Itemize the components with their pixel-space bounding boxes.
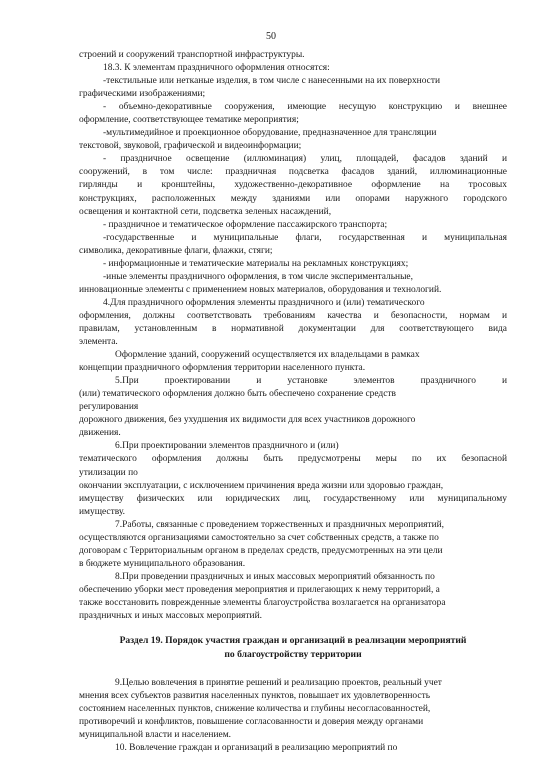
text-line: ‑текстильные или нетканые изделия, в том числе с нанесенными на их поверхности [103, 76, 441, 87]
text-line: праздничных и иных массовых мероприятий. [79, 611, 262, 622]
text-line: ‑мультимедийное и проекционное оборудование, предназначенное для трансляции [103, 128, 437, 139]
text-line: (или) тематического оформления должно быть обеспечено сохранение средств [79, 389, 396, 400]
text-line: дорожного движения, без ухудшения их видимости для всех участников дорожного [79, 415, 416, 426]
document-body [79, 49, 507, 755]
text-line: строений и сооружений транспортной инфраструктуры. [79, 50, 305, 60]
page-number: 50 [266, 31, 276, 42]
text-line: ‑государственные и муниципальные флаги, государственная и муниципальная [103, 232, 507, 243]
text-line: имуществу физических или юридических лиц, государственному или муниципальному [79, 493, 507, 504]
text-line: концепции праздничного оформления территории населенного пункта. [79, 363, 366, 374]
text-line: 9.Целью вовлечения в принятие решений и реализацию проектов, реальный учет [115, 678, 442, 689]
text-line: инновационные элементы с применением новых материалов, оборудования и технологий. [79, 284, 442, 295]
text-line: символика, декоративные флаги, флажки, стяги; [79, 245, 273, 256]
text-line: 7.Работы, связанные с проведением торжественных и праздничных мероприятий, [115, 519, 445, 530]
text-line: элемента. [79, 337, 118, 348]
text-line: оформление, соответствующее тематике мероприятия; [79, 115, 299, 126]
text-line: сооружений, в том числе: праздничная подсветка фасадов зданий, иллюминационные [79, 167, 507, 178]
text-line: 5.При проектировании и установке элементов праздничного и [115, 376, 507, 387]
text-line: регулирования [79, 402, 139, 413]
text-line: утилизации по [79, 467, 138, 478]
section-heading: по благоустройству территории [224, 648, 362, 660]
text-line: 6.При проектировании элементов праздничного и (или) [115, 441, 339, 452]
text-line: 8.При проведении праздничных и иных массовых мероприятий обязанность по [115, 571, 435, 582]
text-line: ‑ объемно-декоративные сооружения, имеющие несущую конструкцию и внешнее [103, 102, 507, 113]
text-line: тематического оформления должны быть предусмотрены меры по их безопасной [79, 454, 507, 465]
text-line: 10. Вовлечение граждан и организаций в реализацию мероприятий по [115, 743, 398, 754]
text-line: гирлянды и кронштейны, художественно-декоративное оформление на тросовых [79, 180, 507, 191]
text-line: 4.Для праздничного оформления элементы праздничного и (или) тематического [103, 297, 425, 308]
text-line: ‑ информационные и тематические материалы на рекламных конструкциях; [103, 258, 409, 269]
text-line: окончании эксплуатации, с исключением причинения вреда жизни или здоровью граждан, [79, 480, 444, 491]
text-line: договорам с Территориальным органом в пределах средств, предусмотренных на эти цели [79, 545, 443, 556]
text-line: освещения и контактной сети, подсветка зеленых насаждений, [79, 206, 332, 217]
text-line: 18.3. К элементам праздничного оформления относятся: [103, 63, 330, 74]
text-line: ‑ праздничное освещение (иллюминация) улиц, площадей, фасадов зданий и [103, 154, 507, 165]
section-heading: Раздел 19. Порядок участия граждан и организаций в реализации мероприятий [119, 635, 467, 647]
text-line: ‑ праздничное и тематическое оформление пассажирского транспорта; [103, 219, 388, 230]
text-line: муниципальной власти и населением. [79, 730, 232, 741]
text-line: текстовой, звуковой, графической и видеоинформации; [79, 141, 302, 152]
text-line: противоречий и конфликтов, повышение согласованности и доверия между органами [79, 717, 424, 728]
text-line: мнения всех субъектов развития населенных пунктов, повышает их удовлетворенность [79, 691, 431, 702]
text-line: имуществу. [79, 506, 126, 517]
spacer [79, 623, 507, 634]
text-line: ‑иные элементы праздничного оформления, в том числе экспериментальные, [103, 271, 413, 282]
text-line: движения. [79, 428, 121, 439]
text-line: оформления, должны соответствовать требованиям качества и безопасности, нормам и [79, 310, 507, 321]
text-line: состоянием населенных пунктов, снижение количества и глубины несогласованностей, [79, 704, 431, 715]
text-line: Оформление зданий, сооружений осуществляется их владельцами в рамках [115, 350, 420, 361]
text-line: графическими изображениями; [79, 89, 206, 100]
text-line: также восстановить поврежденные элементы благоустройства возлагается на организатора [79, 597, 446, 608]
spacer [79, 661, 507, 677]
text-line: обеспечению уборки мест проведения мероприятия и прилегающих к нему территорий, а [79, 584, 440, 595]
text-line: правилам, установленным в нормативной документации для соответствующего вида [79, 323, 507, 334]
text-line: в бюджете муниципального образования. [79, 558, 246, 569]
text-line: осуществляются организациями самостоятельно за счет собственных средств, а также по [79, 532, 439, 543]
text-line: конструкциях, расположенных между зданиями или опорами наружного городского [79, 193, 507, 204]
